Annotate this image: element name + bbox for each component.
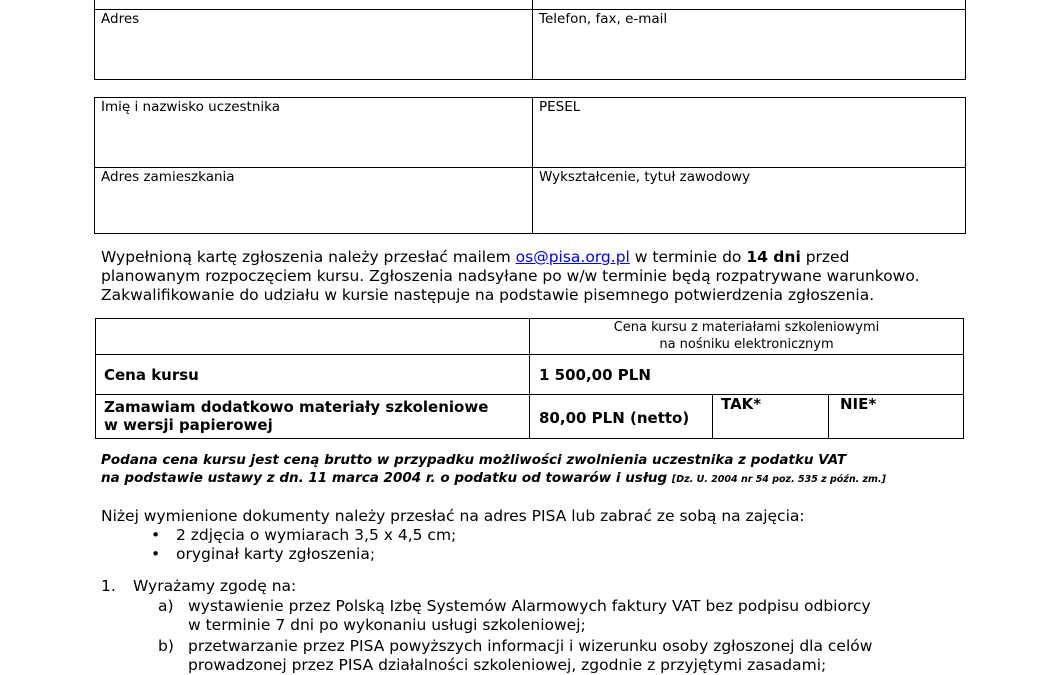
documents-item: oryginał karty zgłoszenia;	[176, 545, 376, 563]
materials-price: 80,00 PLN (netto)	[539, 409, 690, 427]
price-header-line-2: na nośniku elektronicznym	[659, 337, 834, 352]
deadline-text: 14 dni	[746, 248, 801, 266]
consent-item-line: przetwarzanie przez PISA powyższych informacji i wizerunku osoby zgłoszonej dla celów	[188, 637, 873, 655]
education-label: Wykształcenie, tytuł zawodowy	[539, 169, 751, 185]
consent-item-line: w terminie 7 dni po wykonaniu usługi szkoleniowej;	[188, 616, 586, 634]
notice-line-1	[101, 248, 849, 267]
email-link[interactable]: os@pisa.org.pl	[515, 248, 630, 266]
table-divider	[94, 9, 966, 10]
participant-name-field[interactable]	[95, 116, 531, 166]
vat-note-line-1: Podana cena kursu jest ceną brutto w przypadku możliwości zwolnienia uczestnika z podatku VAT	[101, 452, 847, 468]
bullet-icon: •	[151, 545, 161, 563]
vat-note-text: na podstawie ustawy z dn. 11 marca 2004 r. o podatku od towarów i usług	[101, 470, 668, 486]
materials-label-line-2: w wersji papierowej	[104, 416, 273, 434]
address-field[interactable]	[95, 28, 531, 78]
bullet-icon: •	[151, 526, 161, 544]
consent-title: Wyrażamy zgodę na:	[133, 577, 297, 595]
course-price-value: 1 500,00 PLN	[539, 366, 651, 384]
price-header-line-1: Cena kursu z materiałami szkoleniowymi	[613, 320, 880, 335]
contact-label: Telefon, fax, e-mail	[539, 11, 668, 27]
consent-marker: a)	[158, 597, 174, 615]
no-option-cell[interactable]	[829, 395, 963, 438]
no-option-label: NIE*	[840, 395, 877, 413]
education-field[interactable]	[533, 186, 964, 232]
pesel-field[interactable]	[533, 116, 964, 166]
notice-line-2: planowanym rozpoczęciem kursu. Zgłoszenia nadsyłane po w/w terminie będą rozpatrywane warunkowo.	[101, 267, 920, 285]
consent-item-line: wystawienie przez Polską Izbę Systemów Alarmowych faktury VAT bez podpisu odbiorcy	[188, 597, 871, 615]
documents-item: 2 zdjęcia o wymiarach 3,5 x 4,5 cm;	[176, 526, 457, 544]
participant-name-label: Imię i nazwisko uczestnika	[101, 99, 281, 115]
yes-option-cell[interactable]	[713, 395, 827, 438]
course-price-label: Cena kursu	[104, 366, 199, 384]
consent-item-line: prowadzonej przez PISA działalności szkoleniowej, zgodnie z przyjętymi zasadami;	[188, 656, 827, 674]
notice-text: przed	[800, 248, 850, 266]
consent-marker: b)	[158, 637, 174, 655]
consent-number: 1.	[101, 577, 116, 595]
pesel-label: PESEL	[539, 99, 581, 115]
home-address-label: Adres zamieszkania	[101, 169, 235, 185]
documents-intro: Niżej wymienione dokumenty należy przesłać na adres PISA lub zabrać ze sobą na zajęcia:	[101, 507, 805, 525]
contact-field[interactable]	[533, 28, 964, 78]
materials-label-line-1: Zamawiam dodatkowo materiały szkoleniowe	[104, 398, 489, 416]
vat-note-line-2	[101, 469, 886, 489]
table-divider	[94, 167, 966, 168]
vat-citation: [Dz. U. 2004 nr 54 poz. 535 z późn. zm.]	[671, 474, 886, 485]
notice-text: w terminie do	[629, 248, 747, 266]
notice-line-3: Zakwalifikowanie do udziału w kursie następuje na podstawie pisemnego potwierdzenia zgłoszenia.	[101, 286, 875, 304]
home-address-field[interactable]	[95, 186, 531, 232]
notice-text: Wypełnioną kartę zgłoszenia należy przesłać mailem	[101, 248, 516, 266]
address-label: Adres	[101, 11, 140, 27]
yes-option-label: TAK*	[721, 395, 762, 413]
